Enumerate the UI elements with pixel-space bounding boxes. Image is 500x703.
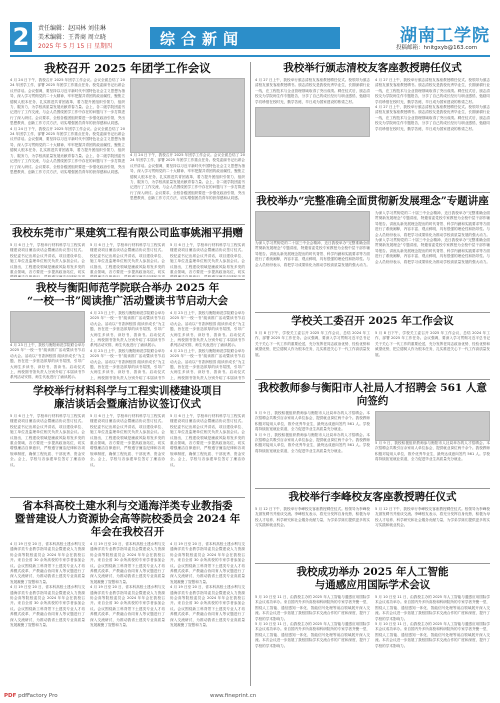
divider [10, 497, 245, 498]
article-headline: 学校关工委召开 2025 年工作会议 [291, 315, 454, 327]
article-guest-professor-2: 我校举行李峰校友客座教授聘任仪式 5 月 12 日下午，我校举行李峰校友客座教授聘任仪式。校领导为李峰校友颁发聘书并座谈交流。李峰校友表示，将充分发挥自身优势，积极为母校人才培养、科学研究和社会服务贡献力量，为学弟学妹们提供更多的实习实践和就业机会。 5 月 12 日下午，我校举行李峰校友客座教授聘任仪式。校领导为李峰校友颁发聘书并座谈交流。李峰校友表示，将充分发挥自身优势，积极为母校人才培养、科学研究和社会服务贡献力量，为学弟学妹们提供更多的实习实践和就业机会。 [255, 491, 490, 528]
article-photo [10, 311, 85, 343]
section-title: 综合新闻 [160, 30, 245, 48]
article-donation: 我校东莞市广果建筑工程有限公司监事姚湘平捐赠 5 月 6 日上午，学校举行材料科学与工程实训楼建设项目廉洁谈话会暨廉洁协议签订仪式。校纪委书记出席会议并讲话，项目建设单位、施工单位及监理单位相关负责人参加会议。会议指出，工程建设领域是廉政风险易发多发的重点领域，各方要进一步提高政治站位，切实 5 月 6 日上午，学校举行材料科学与工程实训楼建设项目廉洁谈话会暨廉洁协议签订仪式。校纪委书记出席会议并讲话，项目建设单位、施工单位及监理单位相关负责人参加会议。会议指出，工程建设领域是廉政风险易发多发的重点领域，各方要进一步提高政治站位，切实 5 月 6 日上午，学校举行材料科学与工程实训楼建设项目廉洁谈话会暨廉洁协议签订仪式。校纪委书记出席会议并讲话，项目建设单位、施工单位及监理单位相关负责人参加会议。会议指出，工程建设领域是廉政风险易发多发的重点领域，各方要进一步提高政治站位，切实 [10, 227, 245, 275]
article-headline: 我校召开 2025 年团学工作会议 [44, 62, 211, 75]
column-divider [250, 62, 251, 686]
article-headline: 我校成功举办 2025 年人工智能 与通感应用国际学术会议 [296, 566, 449, 591]
article-reading-campaign: 我校与衡阳师范学院联合举办 2025 年 “一校一书”阅读推广活动暨读书节启动大会 4 月 23 日上午，我校与衡阳师范学院联合举办 2025 年“一校一书”阅读推广活动暨读书节启动大会。活动以“书香润校园 阅读伴成长”为主题，旨在进一步营造浓厚的读书氛围，引导广大师生多读书、读好书、善读书。启动仪式上，两校图书馆负责人分别介绍了本届读书节系列活动安排，师生代表进行了诵读展示。 4 月 23 日上午，我校与衡阳师范学院联合举办 2025 年“一校一书”阅读推广活动暨读书节启动大会。活动以“书香润校园 阅读伴成长”为主题，旨在进一步营造浓厚的读书氛围，引导广大师生多读书、读好书、善读书。启动仪式上，两校图书馆负责人分别介绍了本届读书节系列活动安排，师生代表进行了诵读展示。 4 月 23 日上午，我校与衡阳师范学院联合举办 2025 年“一校一书”阅读推广活动暨读书节启动大会。活动以“书香润校园 阅读伴成长”为主题，旨在进一步营造浓厚的读书氛围，引导广大师生多读书、读好书、善读书。启动仪式上，两校图书馆负责人分别介绍了本届读书节 4 月 23 日上午，我校与衡阳师范学院联合举办 2025 年“一校一书”阅读推广活动暨读书节启动大会。活动以“书香润校园 阅读伴成长”为主题，旨在进一步营造浓厚的读书氛围，引导广大师生多读书、读好书、善读书。启动仪式上，两校图书馆负责人分别介绍了本届读书节系列活动安排，师生代表进行了诵读展示。 4 月 23 日上午，我校与衡阳师范学院联合举办 2025 年“一校一书”阅读推广活动暨读书节启动大会。活动以“书香润校园 阅读伴成长”为主题，旨在进一步营造浓厚的读书氛围，引导广大师生多读书、读好书、善读书。启动仪式上，两校图书馆负责人分别介绍了本届读书节 [10, 282, 245, 380]
editor-credits [38, 24, 112, 51]
article-photo [130, 78, 245, 153]
page-number: 2 [10, 22, 32, 52]
page-footer [0, 690, 500, 703]
masthead [0, 0, 500, 60]
article-headline: 省本科高校土建水利与交通海洋类专业教指委 暨普建设人力资源协会高等院校委员会 2024 年年会在我校召开 [14, 500, 241, 538]
article-headline: 我校与衡阳师范学院联合举办 2025 年 “一校一书”阅读推广活动暨读书节启动大会 [26, 282, 229, 307]
divider [255, 563, 490, 564]
masthead-rule [10, 55, 490, 57]
article-photo [375, 411, 490, 441]
article-headline: 我校东莞市广果建筑工程有限公司监事姚湘平捐赠 [12, 227, 243, 239]
article-integrity-talk: 学校举行材料科学与工程实训楼建设项目 廉洁谈话会暨廉洁协议签订仪式 5 月 6 日上午，学校举行材料科学与工程实训楼建设项目廉洁谈话会暨廉洁协议签订仪式。校纪委书记出席会议并讲话，项目建设单位、施工单位及监理单位相关负责人参加会议。会议指出，工程建设领域是廉政风险易发多发的重点领域，各方要进一步提高政治站位，切实增强廉洁自律意识，严格遵守廉洁纪律和各项规章制度，确保工程优质、干部优秀、资金安全。会上，学校与各参建单位签订了廉洁协议。 5 月 6 日上午，学校举行材料科学与工程实训楼建设项目廉洁谈话会暨廉洁协议签订仪式。校纪委书记出席会议并讲话，项目建设单位、施工单位及监理单位相关负责人参加会议。会议指出，工程建设领域是廉政风险易发多发的重点领域，各方要进一步提高政治站位，切实增强廉洁自律意识，严格遵守廉洁纪律和各项规章制度，确保工程优质、干部优秀、资金安全。会上，学校与各参建单位签订了廉洁协议。 5 月 6 日上午，学校举行材料科学与工程实训楼建设项目廉洁谈话会暨廉洁协议签订仪式。校纪委书记出席会议并讲话，项目建设单位、施工单位及监理单位相关负责人参加会议。会议指出，工程建设领域是廉政风险易发多发的重点领域，各方要进一步提高政治站位，切实增强廉洁自律意识，严格遵守廉洁纪律和各项规章制度，确保工程优质、干部优秀、资金安全。会上，学校与各参建单位签订了廉洁协议。 [10, 385, 245, 467]
article-headline: 学校举行材料科学与工程实训楼建设项目 廉洁谈话会暨廉洁协议签订仪式 [33, 385, 222, 410]
article-youth-league-meeting: 我校召开 2025 年团学工作会议 4 月 24 日下午，我校召开 2025 年团学工作会议。会议全面总结了 2024 年团学工作，部署 2025 年团学工作重点任务。校党委副书记出席会议并讲话。会议强调，要坚持以习近平新时代中国特色社会主义思想为指导，深入学习贯彻党的二十大精神，牢牢把握共青团的政治属性，聚焦立德树人根本任务，扎实推进共青团改革，着力提升团组织引领力、组织力、服务力，为学校高质量发展贡献青春力量。会上，各二级学院团委书记进行了工作交流，与会人员围绕团学工作中存在的问题与下一步打算进行了深入研讨。会议要求，全校各级团组织要进一步强化政治引领，突出思想教育，创新工作方式方法，切实增强团员青年的获得感和认同感。 4 月 24 日下午，我校召开 2025 年团学工作会议。会议全面总结了 2024 年团学工作，部署 2025 年团学工作重点任务。校党委副书记出席会议并讲话。会议强调，要坚持以习近平新时代中国特色社会主义思想为指导，深入学习贯彻党的二十大精神，牢牢把握共青团的政治属性，聚焦立德树人根本任务，扎实推进共青团改革，着力提升团组织引领力、组织力、服务力，为学校高质量发展贡献青春力量。会上，各二级学院团委书记进行了工作交流，与会人员围绕团学工作中存在的问题与下一步打算进行了深入研讨。会议要求，全校各级团组织要进一步强化政治引领，突出思想教育，创新工作方式方法，切实增强团员青年的获得感和认同感。 4 月 24 日下午，我校召开 2025 年团学工作会议。会议全面总结了 2024 年团学工作，部署 2025 年团学工作重点任务。校党委副书记出席会议并讲话。会议强调，要坚持以习近平新时代中国特色社会主义思想为指导，深入学习贯彻党的二十大精神，牢牢把握共青团的政治属性，聚焦立德树人根本任务，扎实推进共青团改革，着力提升团组织引领力、组织力、服务力，为学校高质量发展贡献青春力量。会上，各二级学院团委书记进行了工作交流，与会人员围绕团学工作中存在的问题与下一步打算进行了深入研讨。会议要求，全校各级团组织要进一步强化政治引领，突出思想教育，创新工作方式方法，切实增强团员青年的获得感和认同感。 [10, 62, 245, 222]
divider [10, 382, 245, 383]
article-ai-conference: 我校成功举办 2025 年人工智能 与通感应用国际学术会议 5 月 10 日至 11 日，由我校主办的 2025 年人工智能与通感应用国际学术会议成功举办。来自国内外多所高校和科研院所的专家学者齐聚一堂，围绕人工智能、通信感知一体化、智能信号处理等前沿领域展开深入交流。本次会议进一步拓展了我校国际学术交流合作的广度和深度，提升了学校的学术影响力。 5 月 10 日至 11 日，由我校主办的 2025 年人工智能与通感应用国际学术会议成功举办。来自国内外多所高校和科研院所的专家学者齐聚一堂，围绕人工智能、通信感知一体化、智能信号处理等前沿领域展开深入交流。本次会议进一步拓展了我校国际学术交流合作的广度和深度，提升了学校的学术影响力。 5 月 10 日至 11 日，由我校主办的 2025 年人工智能与通感应用国际学术会议成功举办。来自国内外多所高校和科研院所的专家学者齐聚一堂，围绕人工智能、通信感知一体化、智能信号处理等前沿领域展开深入交流。本次会议进一步拓展了我校国际学术交流合作的广度和深度，提升了学校的学术影响力。 5 月 10 日至 11 日，由我校主办的 2025 年人工智能与通感应用国际学术会议成功举办。来自国内外多所高校和科研院所的专家学者齐聚一堂，围绕人工智能、通信感知一体化、智能信号处理等前沿领域展开深入交流。本次会议进一步拓展了我校国际学术交流合作的广度和深度，提升了学校的学术影响力。 [255, 566, 490, 648]
divider [255, 488, 490, 489]
divider [10, 279, 245, 280]
article-headline: 我校举行颁志清校友客座教授聘任仪式 [283, 62, 462, 74]
article-photo [255, 107, 370, 137]
footer-site-link[interactable]: www.fineprint.cn [210, 693, 257, 699]
paper-name: 湖南工学院 [400, 26, 490, 46]
article-committee-annual-meeting: 省本科高校土建水利与交通海洋类专业教指委 暨普建设人力资源协会高等院校委员会 2024 年年会在我校召开 4 月 19 日至 20 日，省本科高校土建水利与交通海洋类专业教学指导委员会暨建设人力资源协会高等院校委员会 2024 年年会在我校召开。来自全省 30 余所高校的专家学者参加会议。会议围绕新工科背景下土建类专业人才培养模式改革、产教融合协同育人等议题进行了深入交流研讨，为推动我省土建类专业高质量发展凝聚了智慧和力量。 4 月 19 日至 20 日，省本科高校土建水利与交通海洋类专业教学指导委员会暨建设人力资源协会高等院校委员会 2024 年年会在我校召开。来自全省 30 余所高校的专家学者参加会议。会议围绕新工科背景下土建类专业人才培养模式改革、产教融合协同育人等议题进行了深入交流研讨，为推动我省土建类专业高质量发展凝聚了智慧和力量。 4 月 19 日至 20 日，省本科高校土建水利与交通海洋类专业教学指导委员会暨建设人力资源协会高等院校委员会 2024 年年会在我校召开。来自全省 30 余所高校的专家学者参加会议。会议围绕新工科背景下土建类专业人才培养模式改革、产教融合协同育人等议题进行了深入交流研讨，为推动我省土建类专业高质量发展凝聚了智慧和力量。 4 月 19 日至 20 日，省本科高校土建水利与交通海洋类专业教学指导委员会暨建设人力资源协会高等院校委员会 2024 年年会在我校召开。来自全省 30 余所高校的专家学者参加会议。会议围绕新工科背景下土建类专业人才培养模式改革、产教融合协同育人等议题进行了深入交流研讨，为推动我省土建类专业高质量发展凝聚了智慧和力量。 4 月 19 日至 20 日，省本科高校土建水利与交通海洋类专业教学指导委员会暨建设人力资源协会高等院校委员会 2024 年年会在我校召开。来自全省 30 余所高校的专家学者参加会议。会议围绕新工科背景下土建类专业人才培养模式改革、产教融合协同育人等议题进行了深入交流研讨，为推动我省土建类专业高质量发展凝聚了智慧和力量。 4 月 19 日至 20 日，省本科高校土建水利与交通海洋类专业教学指导委员会暨建设人力资源协会高等院校委员会 2024 年年会在我校召开。来自全省 30 余所高校的专家学者参加会议。会议围绕新工科背景下土建类专业人才培养模式改革、产教融合协同育人等议题进行了深入交流研讨，为推动我省土建类专业高质量发展凝聚了智慧和力量。 [10, 500, 245, 628]
article-headline: 我校举办“完整准确全面贯彻新发展理念”专题讲座 [256, 195, 489, 207]
article-headline: 我校教师参与衡阳市人社局人才招聘会 561 人意向签约 [258, 382, 487, 407]
article-care-committee: 学校关工委召开 2025 年工作会议 5 月 8 日下午，学校关工委召开 2025 年工作会议，总结 2024 年工作，部署 2025 年工作任务。会议强调，要深入学习贯彻习近平总书记关于关心下一代工作的重要论述，充分发挥老同志政治优势、经验优势和威望优势，把立德树人作为根本任务，扎实推进关心下一代工作高质量发展。 5 月 8 日下午，学校关工委召开 2025 年工作会议，总结 2024 年工作，部署 2025 年工作任务。会议强调，要深入学习贯彻习近平总书记关于关心下一代工作的重要论述，充分发挥老同志政治优势、经验优势和威望优势，把立德树人作为根本任务，扎实推进关心下一代工作高质量发展。 [255, 315, 490, 357]
article-headline: 我校举行李峰校友客座教授聘任仪式 [288, 491, 457, 503]
divider [255, 312, 490, 313]
editor-line-2: 美术编辑：王普商 周立晓 [38, 34, 106, 41]
pdf-factory-label: PDF pdfFactory Pro [4, 693, 58, 699]
article-job-fair: 我校教师参与衡阳市人社局人才招聘会 561 人意向签约 5 月 9 日，我校积极组织教师参与衡阳市人社局举办的人才招聘会。本次招聘会共吸引百余家用人单位参会，提供就业岗位两千余个。我校教师积极对接用人单位，推介优秀毕业生，最终达成意向签约 561 人。学校将持续拓宽就业渠道，全力促进毕业生高质量充分就业。 5 月 9 日，我校积极组织教师参与衡阳市人社局举办的人才招聘会。本次招聘会共吸引百余家用人单位参会，提供就业岗位两千余个。我校教师积极对接用人单位，推介优秀毕业生，最终达成意向签约 561 人。学校将持续拓宽就业渠道，全力促进毕业生高质量充分就业。 5 月 9 日，我校积极组织教师参与衡阳市人社局举办的人才招聘会。本次招聘会共吸引百余家用人单位参会，提供就业岗位两千余个。我校教师积极对接用人单位，推介优秀毕业生，最终达成意向签约 561 人。学校将持续拓宽就业渠道，全力促进毕业生高质量充分就业。 [255, 382, 490, 462]
divider [10, 224, 245, 225]
editor-line-1: 责任编辑：赵国林 刘佳琳 [38, 25, 106, 32]
article-lecture: 我校举办“完整准确全面贯彻新发展理念”专题讲座 为深入学习贯彻党的二十届三中全会精神，近日我校举办“完整准确全面贯彻新发展理念”专题讲座，特邀省委党校专家教授为全校中层干部作辅导报告。讲座从新发展理念提出的时代背景、科学内涵和实践要求等方面进行了系统阐释，内容丰富、观点鲜明，具有很强的理论性和指导性。与会人员纷纷表示，将把学习成果转化为推动学校高质量发展的强大动力。 为深入学习贯彻党的二十届三中全会精神，近日我校举办“完整准确全面贯彻新发展理念”专题讲座，特邀省委党校专家教授为全校中层干部作辅导报告。讲座从新发展理念提出的时代背景、科学内涵和实践要求等方面进行了系统阐释，内容丰富、观点鲜明，具有很强的理论性和指导性。与会人员纷纷表示，将把学习成果转化为推动学校高质量发展的强大动力。 为深入学习贯彻党的二十届三中全会精神，近日我校举办“完整准确全面贯彻新发展理念”专题讲座，特邀省委党校专家教授为全校中层干部作辅导报告。讲座从新发展理念提出的时代背景、科学内涵和实践要求等方面进行了系统阐释，内容丰富、观点鲜明，具有很强的理论性和指导性。与会人员纷纷表示，将把学习成果转化为推动学校高质量发展的强大动力。 [255, 195, 490, 267]
divider [255, 379, 490, 380]
paper-email: 投稿邮箱：hnitgxyb@163.com [396, 45, 478, 51]
divider [255, 192, 490, 193]
article-text: 4 月 24 日下午，我校召开 2025 年团学工作会议。会议全面总结了 2024 年团学工作，部署 2025 年团学工作重点任务。校党委副书记出席会议并讲话。会议强调，要坚持以习近平新时代中国特色社会主义思想为指导，深入学习贯彻党的二十大精神，牢牢把握共青团的政治属性，聚焦立德树人根本任务，扎实推进共青团改革，着力提升团组织引领力、组织力、服务力，为学校高质量发展贡献青春力量。会上，各二级学院团委书记进行了工作交流，与会人员围绕团学工作中存在的问题与下一步打算进行了深入研讨。会议要求，全校各级团组织要进一步强化政治引领，突出思想教育，创新工作方式方法，切实增强团员青年的获得感和认同感。 4 月 24 日下午，我校召开 2025 年团学工作会议。会议全面总结了 2024 年团学工作，部署 2025 年团学工作重点任务。校党委副书记出席会议并讲话。会议强调，要坚持以习近平新时代中国特色社会主义思想为指导，深入学习贯彻党的二十大精神，牢牢把握共青团的政治属性，聚焦立德树人根本任务，扎实推进共青团改革，着力提升团组织引领力、组织力、服务力，为学校高质量发展贡献青春力量。会上，各二级学院团委书记进行了工作交流，与会人员围绕团学工作中存在的问题与下一步打算进行了深入研讨。会议要求，全校各级团组织要进一步强化政治引领，突出思想教育，创新工作方式方法，切实增强团员青年的获得感和认同感。 [10, 78, 125, 174]
article-photo [255, 211, 370, 241]
date-line: 2025 年 5 月 15 日 星期四 [38, 43, 113, 50]
article-guest-professor-1: 我校举行颁志清校友客座教授聘任仪式 4 月 27 日上午，我校举行颁志清校友客座教授聘任仪式。校领导为颁志清校友颁发客座教授聘书。颁志清校友是我校优秀毕业生，长期深耕行业一线，在工程技术与企业管理领域取得了突出成绩。聘任仪式后，颁志清校友为学院师生作专题报告，分享了自己的成长经历与职业感悟，勉励同学们珍惜在校时光，勤学苦练，早日成为国家建设的栋梁之材。 4 月 27 日上午，我校举行颁志清校友客座教授聘任仪式。校领导为颁志清校友颁发客座教授聘书。颁志清校友是我校优秀毕业生，长期深耕行业一线，在工程技术与企业管理领域取得了突出成绩。聘任仪式后，颁志清校友为学院师生作专题报告，分享了自己的成长经历与职业感悟，勉励同学们珍惜在校时光，勤学苦练，早日成为国家建设的栋梁之材。 4 月 27 日上午，我校举行颁志清校友客座教授聘任仪式。校领导为颁志清校友颁发客座教授聘书。颁志清校友是我校优秀毕业生，长期深耕行业一线，在工程技术与企业管理领域取得了突出成绩。聘任仪式后，颁志清校友为学院师生作专题报告，分享了自己的成长经历与职业感悟，勉励同学们珍惜在校时光，勤学苦练，早日成为国家建设的栋梁之材。 [255, 62, 490, 190]
